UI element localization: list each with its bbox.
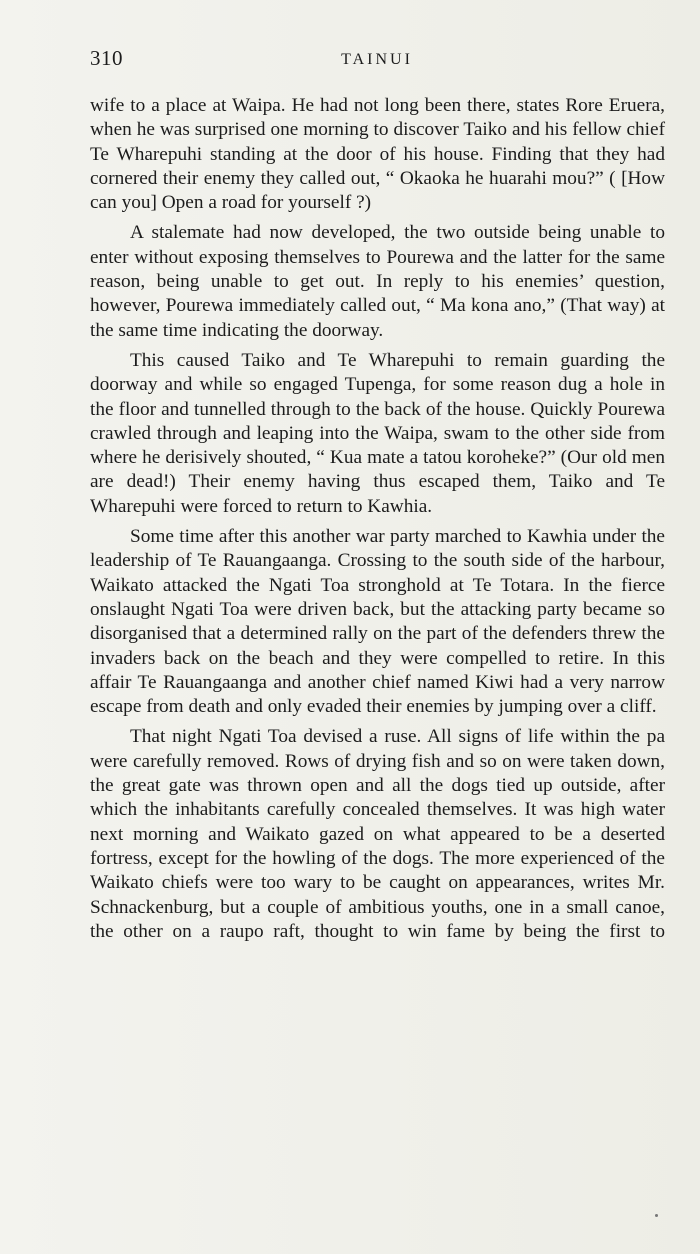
- paper-speck: [655, 1214, 658, 1217]
- paragraph-2: A stalemate had now developed, the two outside being unable to enter without exposing themselves to Pourewa and the latter for the same reason, being unable to get out. In reply to his enemies’ question, however, Pourewa immediately called out, “ Ma kona ano,” (That way) at the same time indicating the doorway.: [90, 222, 665, 341]
- running-head: [88, 46, 666, 76]
- paragraph-4: Some time after this another war party marched to Kawhia under the leadership of Te Rauangaanga. Crossing to the south side of the harbour, Waikato attacked the Ngati Toa stronghold at Te Totara. In the fierce onslaught Ngati Toa were driven back, but the attacking party became so disorganised that a determined rally on the part of the defenders threw the invaders back on the beach and they were compelled to retire. In this affair Te Rauangaanga and another chief named Kiwi had a very narrow escape from death and only evaded their enemies by jumping over a cliff.: [90, 526, 665, 718]
- body-text: [90, 94, 665, 950]
- paragraph-5: That night Ngati Toa devised a ruse. All signs of life within the pa were carefully removed. Rows of drying fish and so on were taken down, the great gate was thrown open and all the dogs tied up outside, after which the inhabitants carefully concealed themselves. It was high water next morning and Waikato gazed on what appeared to be a deserted fortress, except for the howling of the dogs. The more experienced of the Waikato chiefs were too wary to be caught on appearances, writes Mr. Schnackenburg, but a couple of ambitious youths, one in a small canoe, the other on a raupo raft, thought to win fame by being the first to: [90, 726, 665, 942]
- page-number: 310: [90, 46, 123, 70]
- paragraph-3: This caused Taiko and Te Wharepuhi to remain guarding the doorway and while so engaged Tupenga, for some reason dug a hole in the floor and tunnelled through to the back of the house. Quickly Pourewa crawled through and leaping into the Waipa, swam to the other side from where he derisively shouted, “ Kua mate a tatou koroheke?” (Our old men are dead!) Their enemy having thus escaped them, Taiko and Te Wharepuhi were forced to return to Kawhia.: [90, 349, 665, 517]
- paragraph-1: wife to a place at Waipa. He had not long been there, states Rore Eruera, when he was surprised one morning to discover Taiko and his fellow chief Te Wharepuhi standing at the door of his house. Finding that they had cornered their enemy they called out, “ Okaoka he huarahi mou?” ( [How can you] Open a road for yourself ?): [90, 95, 665, 214]
- running-title: TAINUI: [341, 51, 413, 68]
